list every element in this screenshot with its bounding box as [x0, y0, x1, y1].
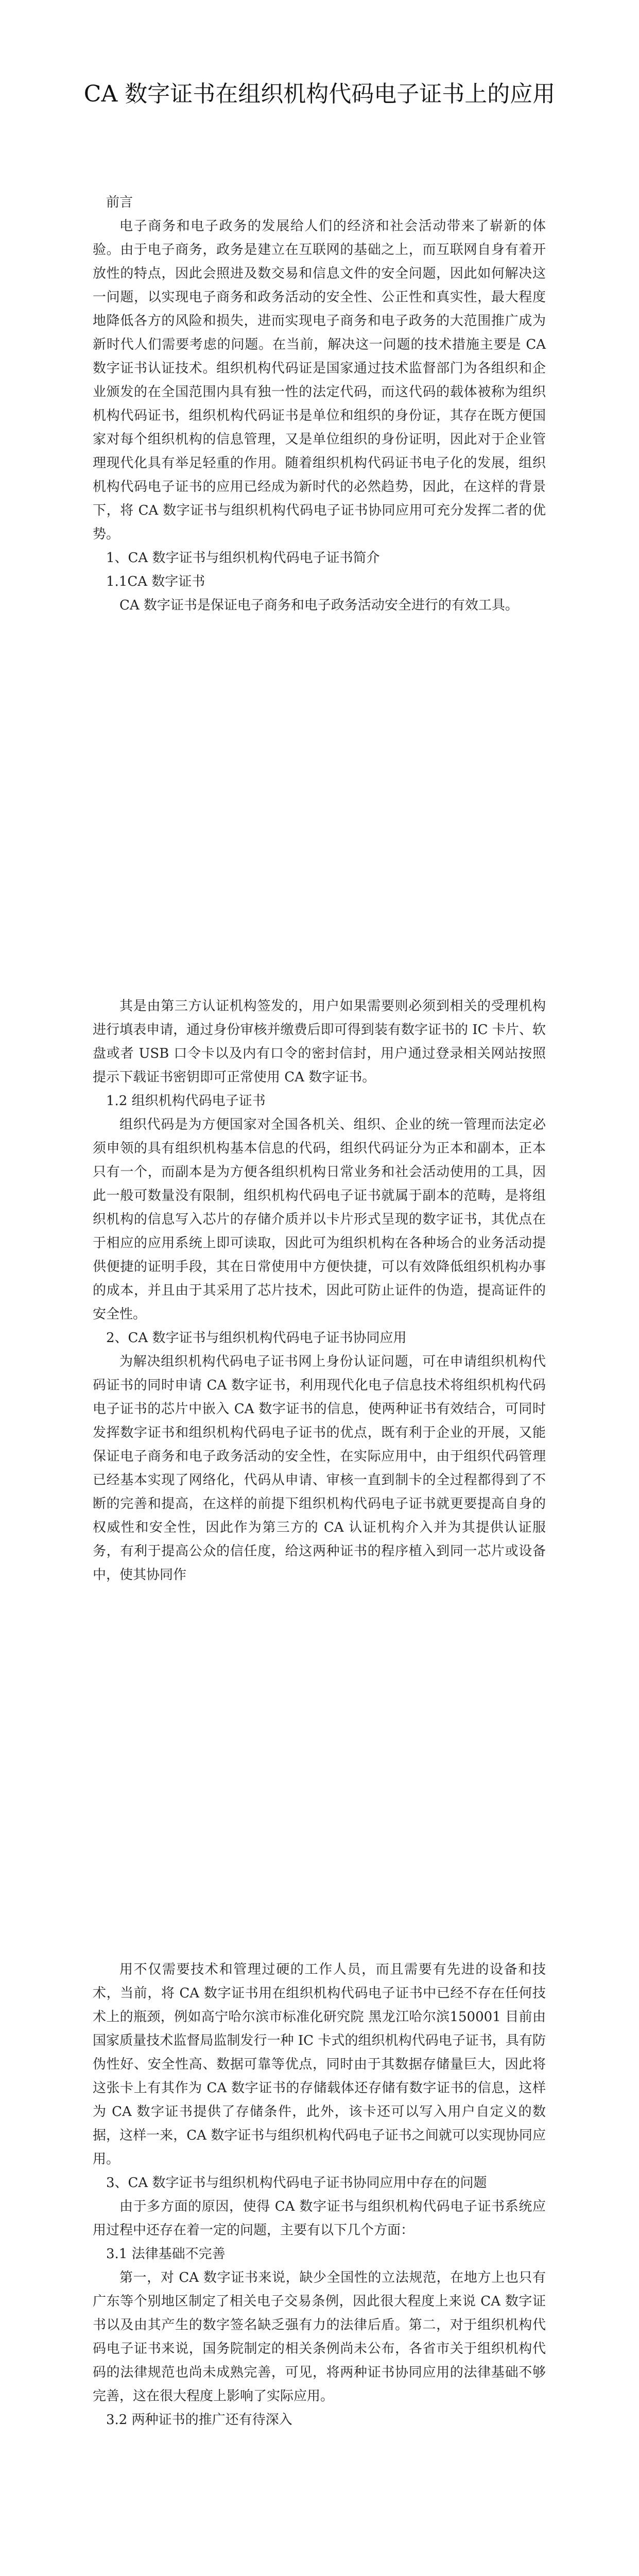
heading-3-1: 3.1 法律基础不完善: [106, 2246, 226, 2262]
heading-1-1: 1.1CA 数字证书: [106, 574, 205, 589]
heading-1-2: 1.2 组织机构代码电子证书: [106, 1093, 266, 1109]
page-title: CA 数字证书在组织机构代码电子证书上的应用: [83, 81, 556, 107]
preface-heading: 前言: [106, 195, 133, 210]
paragraph-1-1: CA 数字证书是保证电子商务和电子政务活动安全进行的有效工具。: [119, 598, 519, 613]
heading-3: 3、CA 数字证书与组织机构代码电子证书协同应用中存在的问题: [106, 2175, 487, 2191]
heading-3-2: 3.2 两种证书的推广还有待深入: [106, 2412, 292, 2428]
paragraph-1-1-cont: 其是由第三方认证机构签发的，用户如果需要则必须到相关的受理机构进行填表申请，通过身份审核并缴费后即可得到装有数字证书的 IC 卡片、软盘或者 USB 口令卡以及内有口令的密封信封，用户通过登录相关网站按照提示下载证书密钥即可正常使用 CA 数字证书。: [93, 998, 546, 1085]
section-1-2: [93, 994, 546, 1587]
heading-1: 1、CA 数字证书与组织机构代码电子证书简介: [106, 550, 380, 566]
section-intro: [93, 191, 546, 617]
paragraph-3-1: 第一，对 CA 数字证书来说，缺少全国性的立法规范，在地方上也只有广东等个别地区制定了相关电子交易条例，因此很大程度上来说 CA 数字证书以及由其产生的数字签名缺乏强有力的法律后盾。第二，对于组织机构代码电子证书来说，国务院制定的相关条例尚未公布，各省市关于组织机构代码的法律规范也尚未成熟完善，可见，将两种证书协同应用的法律基础不够完善，这在很大程度上影响了实际应用。: [93, 2270, 546, 2404]
paragraph-3: 由于多方面的原因，使得 CA 数字证书与组织机构代码电子证书系统应用过程中还存在着一定的问题，主要有以下几个方面：: [93, 2199, 546, 2238]
paragraph-2-cont: 用不仅需要技术和管理过硬的工作人员，而且需要有先进的设备和技术，当前，将 CA 数字证书用在组织机构代码电子证书中已经不存在任何技术上的瓶颈，例如高宁哈尔滨市标准化研究院 黑龙江哈尔滨150001 目前由国家质量技术监督局监制发行一种 IC 卡式的组织机构代码电子证书，具有防伪性好、安全性高、数据可靠等优点，同时由于其数据存储量巨大，因此将这张卡上有其作为 CA 数字证书的存储载体还存储有数字证书的信息，这样为 CA 数字证书提供了存储条件，此外，该卡还可以写入用户自定义的数据，这样一来，CA 数字证书与组织机构代码电子证书之间就可以实现协同应用。: [93, 1962, 546, 2167]
paragraph-2: 为解决组织机构代码电子证书网上身份认证问题，可在申请组织机构代码证书的同时申请 CA 数字证书，利用现代化电子信息技术将组织机构代码电子证书的芯片中嵌入 CA 数字证书的信息，使两种证书有效结合，可同时发挥数字证书和组织机构代码电子证书的优点，既有利于企业的开展，又能保证电子商务和电子政务活动的安全性，在实际应用中，由于组织代码管理已经基本实现了网络化，代码从申请、审核一直到制卡的全过程都得到了不断的完善和提高，在这样的前提下组织机构代码电子证书就更要提高自身的权威性和安全性，因此作为第三方的 CA 认证机构介入并为其提供认证服务，有利于提高公众的信任度，给这两种证书的程序植入到同一芯片或设备中，使其协同作: [93, 1354, 546, 1583]
preface-paragraph: 电子商务和电子政务的发展给人们的经济和社会活动带来了崭新的体验。由于电子商务，政务是建立在互联网的基础之上，而互联网自身有着开放性的特点，因此会照进及数交易和信息文件的安全问题，因此如何解决这一问题，以实现电子商务和政务活动的安全性、公正性和真实性，最大程度地降低各方的风险和损失，进而实现电子商务和电子政务的大范围推广成为新时代人们需要考虑的问题。在当前，解决这一问题的技术措施主要是 CA 数字证书认证技术。组织机构代码证是国家通过技术监督部门为各组织和企业颁发的在全国范围内具有独一性的法定代码，而这代码的载体被称为组织机构代码证书，组织机构代码证书是单位和组织的身份证，其存在既方便国家对每个组织机构的信息管理，又是单位组织的身份证明，因此对于企业管理现代化具有举足轻重的作用。随着组织机构代码证书电子化的发展，组织机构代码电子证书的应用已经成为新时代的必然趋势，因此，在这样的背景下，将 CA 数字证书与组织机构代码电子证书协同应用可充分发挥二者的优势。: [93, 218, 546, 542]
paragraph-1-2: 组织代码是为方便国家对全国各机关、组织、企业的统一管理而法定必须申领的具有组织机构基本信息的代码，组织代码证分为正本和副本，正本只有一个，而副本是为方便各组织机构日常业务和社会活动使用的工具，因此一般可数量没有限制，组织机构代码电子证书就属于副本的范畴，是将组织机构的信息写入芯片的存储介质并以卡片形式呈现的数字证书，其优点在于相应的应用系统上即可读取，因此可为组织机构在各种场合的业务活动提供便捷的证明手段，其在日常使用中方便快捷，可以有效降低组织机构办事的成本，并且由于其采用了芯片技术，因此可防止证件的伪造，提高证件的安全性。: [93, 1117, 546, 1322]
section-3: [93, 1958, 546, 2432]
heading-2: 2、CA 数字证书与组织机构代码电子证书协同应用: [106, 1330, 407, 1346]
